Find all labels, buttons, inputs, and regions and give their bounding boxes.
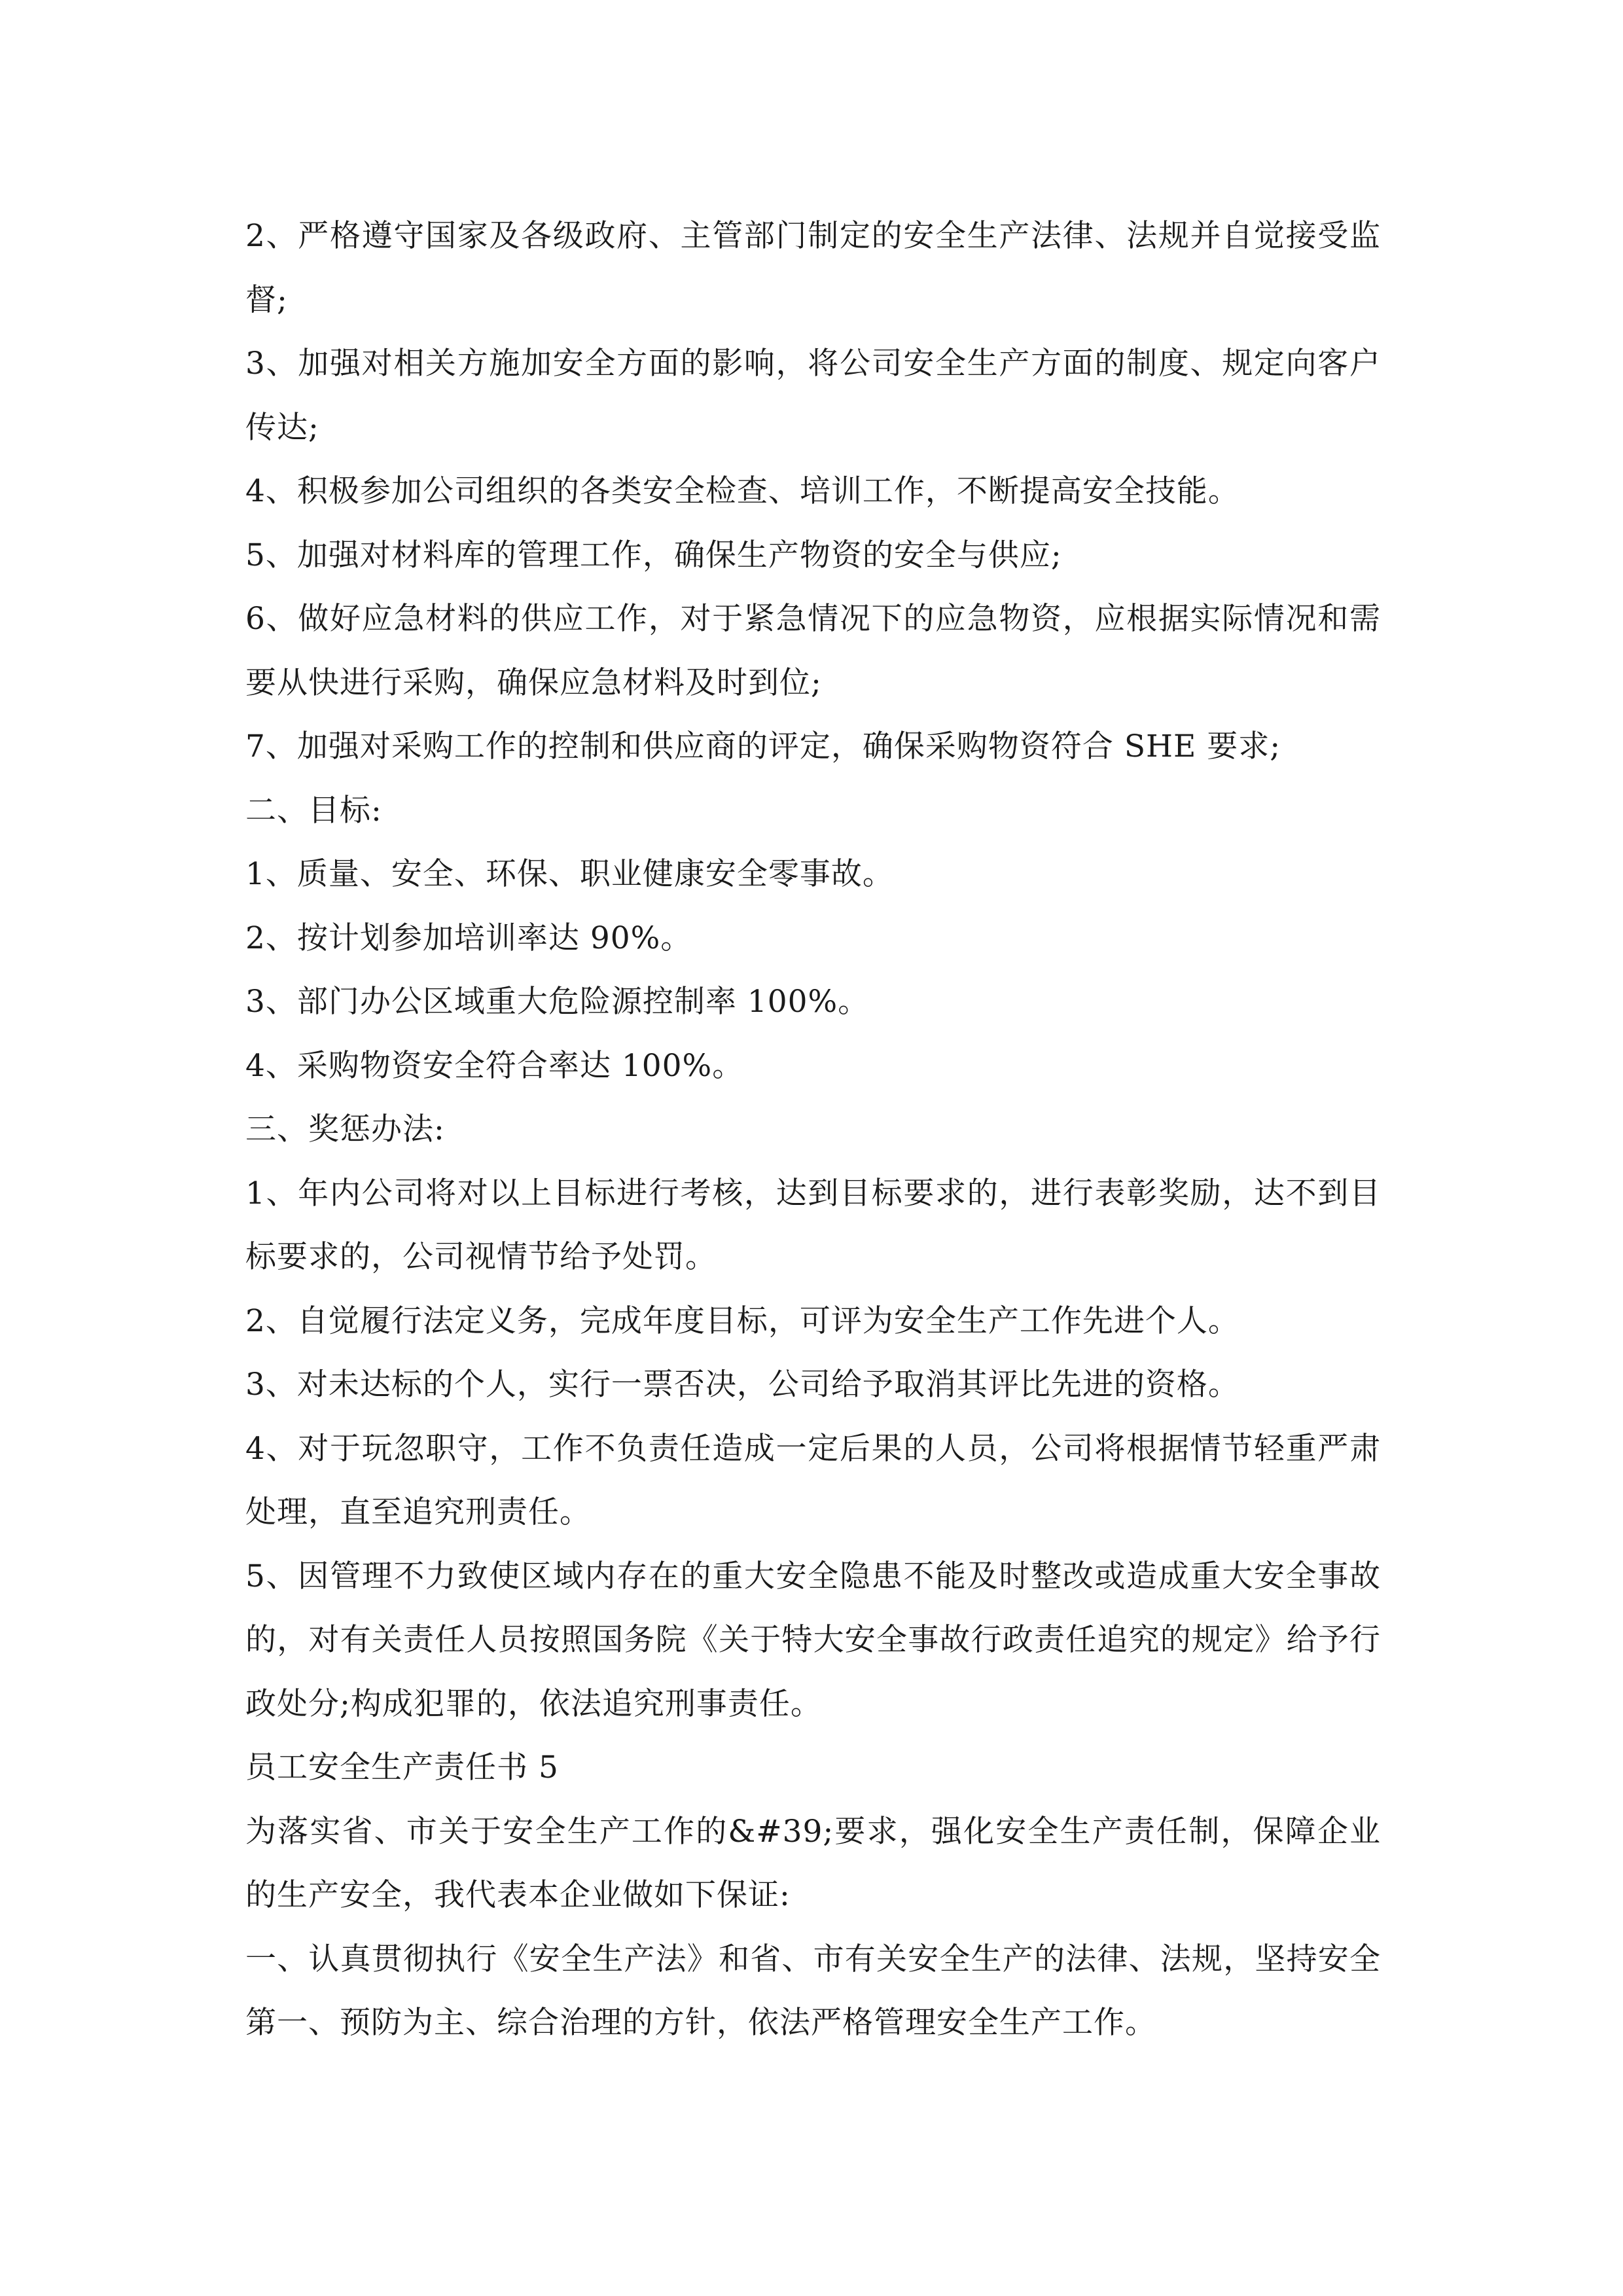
paragraph-goal-4: 4、采购物资安全符合率达 100%。 bbox=[245, 1047, 744, 1084]
document-body bbox=[245, 204, 1381, 2055]
paragraph-goal-1: 1、质量、安全、环保、职业健康安全零事故。 bbox=[245, 856, 894, 892]
paragraph-pledge-1: 一、认真贯彻执行《安全生产法》和省、市有关安全生产的法律、法规，坚持安全第一、预防为主、综合治理的方针，依法严格管理安全生产工作。 bbox=[245, 1941, 1381, 2041]
document-section-title: 员工安全生产责任书 5 bbox=[245, 1749, 559, 1785]
paragraph-duty-4: 4、积极参加公司组织的各类安全检查、培训工作，不断提高安全技能。 bbox=[245, 473, 1240, 509]
paragraph-duty-5: 5、加强对材料库的管理工作，确保生产物资的安全与供应; bbox=[245, 537, 1062, 573]
paragraph-duty-6: 6、做好应急材料的供应工作，对于紧急情况下的应急物资，应根据实际情况和需要从快进行采购，确保应急材料及时到位; bbox=[245, 601, 1381, 701]
paragraph-reward-4: 4、对于玩忽职守，工作不负责任造成一定后果的人员，公司将根据情节轻重严肃处理，直至追究刑责任。 bbox=[245, 1430, 1381, 1530]
paragraph-goal-3: 3、部门办公区域重大危险源控制率 100%。 bbox=[245, 984, 870, 1020]
paragraph-reward-2: 2、自觉履行法定义务，完成年度目标，可评为安全生产工作先进个人。 bbox=[245, 1302, 1240, 1339]
paragraph-reward-1: 1、年内公司将对以上目标进行考核，达到目标要求的，进行表彰奖励，达不到目标要求的，公司视情节给予处罚。 bbox=[245, 1175, 1381, 1275]
paragraph-duty-2: 2、严格遵守国家及各级政府、主管部门制定的安全生产法律、法规并自觉接受监督; bbox=[245, 218, 1381, 318]
paragraph-goal-2: 2、按计划参加培训率达 90%。 bbox=[245, 920, 692, 956]
paragraph-intro: 为落实省、市关于安全生产工作的&#39;要求，强化安全生产责任制，保障企业的生产安全，我代表本企业做如下保证: bbox=[245, 1813, 1381, 1913]
section-heading-goals: 二、目标: bbox=[245, 792, 382, 829]
paragraph-reward-3: 3、对未达标的个人，实行一票否决，公司给予取消其评比先进的资格。 bbox=[245, 1367, 1240, 1403]
section-heading-rewards: 三、奖惩办法: bbox=[245, 1111, 445, 1147]
paragraph-duty-3: 3、加强对相关方施加安全方面的影响，将公司安全生产方面的制度、规定向客户传达; bbox=[245, 346, 1381, 446]
paragraph-duty-7: 7、加强对采购工作的控制和供应商的评定，确保采购物资符合 SHE 要求; bbox=[245, 728, 1281, 764]
paragraph-reward-5: 5、因管理不力致使区域内存在的重大安全隐患不能及时整改或造成重大安全事故的，对有关责任人员按照国务院《关于特大安全事故行政责任追究的规定》给予行政处分;构成犯罪的，依法追究刑事责任。 bbox=[245, 1558, 1381, 1722]
